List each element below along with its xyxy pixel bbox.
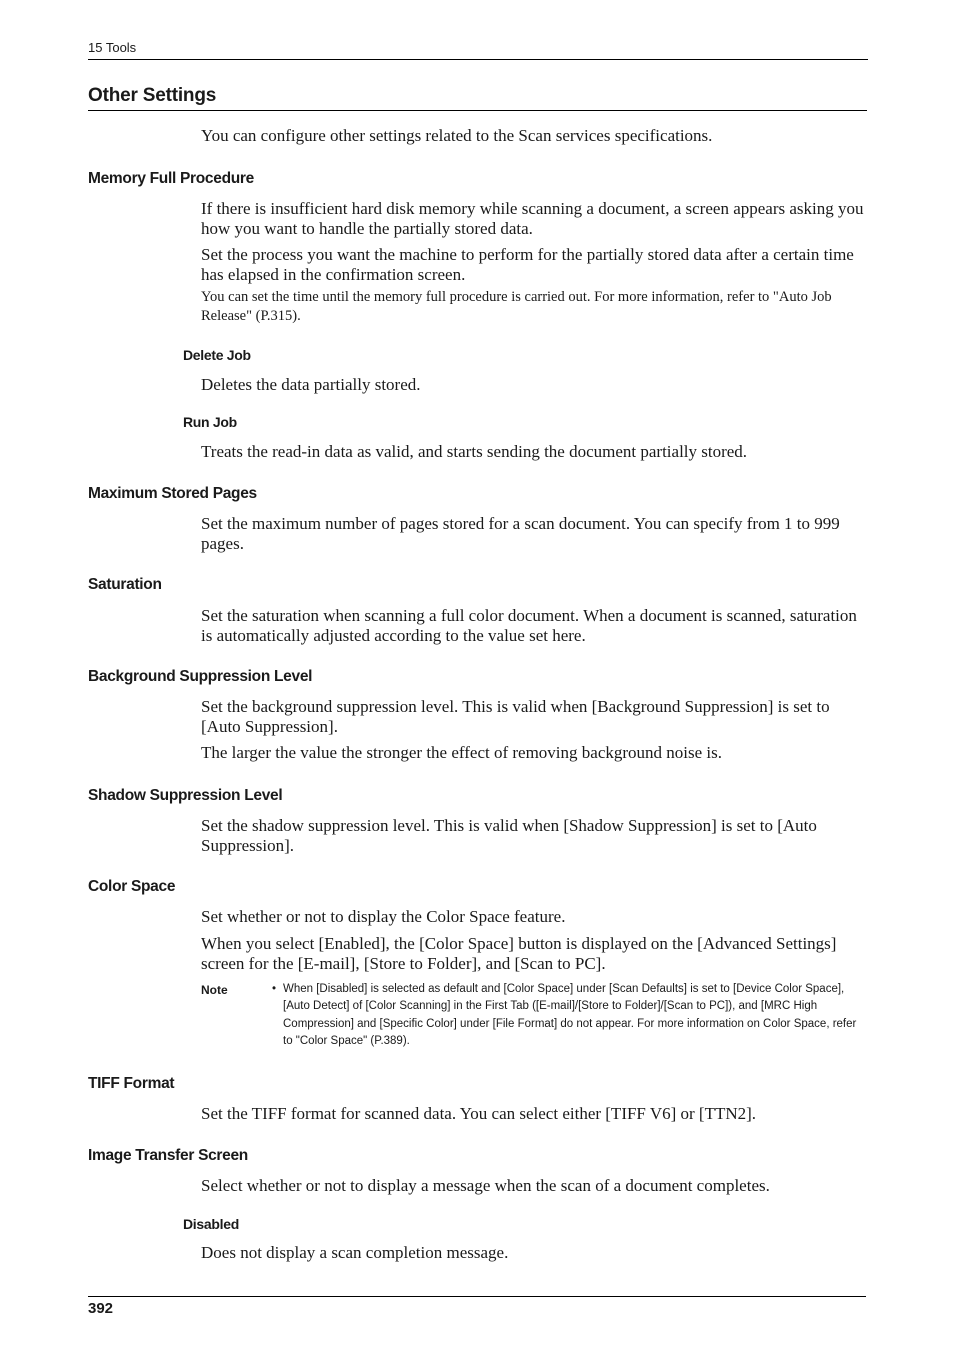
footer-divider xyxy=(88,1296,866,1297)
run-job-text: Treats the read-in data as valid, and starts sending the document partially stored. xyxy=(201,442,748,461)
heading-saturation: Saturation xyxy=(88,576,162,593)
heading-image-transfer-screen: Image Transfer Screen xyxy=(88,1147,248,1164)
heading-maximum-stored-pages: Maximum Stored Pages xyxy=(88,485,257,502)
maximum-stored-pages-text: Set the maximum number of pages stored for a scan document. You can specify from 1 to 999 pages. xyxy=(201,514,840,553)
delete-job-text: Deletes the data partially stored. xyxy=(201,375,421,394)
color-space-paragraph-1: Set whether or not to display the Color Space feature. xyxy=(201,907,566,926)
disabled-text: Does not display a scan completion message. xyxy=(201,1243,509,1262)
memory-full-paragraph-1: If there is insufficient hard disk memory while scanning a document, a screen appears asking you how you want to handle the partially stored data. xyxy=(201,199,864,238)
background-suppression-paragraph-2: The larger the value the stronger the effect of removing background noise is. xyxy=(201,743,722,762)
note-text: When [Disabled] is selected as default and [Color Space] under [Scan Defaults] is set to [Device Color Space], [Auto Detect] of [Color Scanning] in the First Tab ([E-mail]/[Store to Folder]/[Scan to PC]), and [MRC High Compression] and [Specific Color] under [File Format] do not appear. For more information on Color Space, refer to "Color Space" (P.389). xyxy=(283,983,857,1047)
heading-disabled: Disabled xyxy=(183,1216,239,1232)
heading-tiff-format: TIFF Format xyxy=(88,1075,175,1092)
heading-delete-job: Delete Job xyxy=(183,347,251,363)
shadow-suppression-text: Set the shadow suppression level. This is valid when [Shadow Suppression] is set to [Auto Suppression]. xyxy=(201,816,817,855)
page-number: 392 xyxy=(88,1300,114,1317)
heading-color-space: Color Space xyxy=(88,878,176,895)
image-transfer-screen-text: Select whether or not to display a message when the scan of a document completes. xyxy=(201,1176,770,1195)
heading-run-job: Run Job xyxy=(183,414,237,430)
note-block xyxy=(272,981,867,1050)
running-header: 15 Tools xyxy=(88,40,868,60)
note-label: Note xyxy=(201,983,228,997)
bullet-icon: • xyxy=(272,983,277,995)
heading-memory-full-procedure: Memory Full Procedure xyxy=(88,170,254,187)
heading-shadow-suppression-level: Shadow Suppression Level xyxy=(88,787,283,804)
background-suppression-paragraph-1: Set the background suppression level. This is valid when [Background Suppression] is set to [Auto Suppression]. xyxy=(201,697,830,736)
memory-full-reference-note: You can set the time until the memory full procedure is carried out. For more information, refer to "Auto Job Release" (P.315). xyxy=(201,289,832,324)
saturation-text: Set the saturation when scanning a full color document. When a document is scanned, saturation is automatically adjusted according to the value set here. xyxy=(201,606,857,645)
intro-paragraph: You can configure other settings related to the Scan services specifications. xyxy=(201,126,713,145)
heading-background-suppression-level: Background Suppression Level xyxy=(88,668,313,685)
color-space-paragraph-2: When you select [Enabled], the [Color Space] button is displayed on the [Advanced Settings] screen for the [E-mail], [Store to Folder], and [Scan to PC]. xyxy=(201,934,837,973)
memory-full-paragraph-2: Set the process you want the machine to perform for the partially stored data after a certain time has elapsed in the confirmation screen. xyxy=(201,245,854,284)
section-title: Other Settings xyxy=(88,85,867,111)
tiff-format-text: Set the TIFF format for scanned data. You can select either [TIFF V6] or [TTN2]. xyxy=(201,1104,757,1123)
